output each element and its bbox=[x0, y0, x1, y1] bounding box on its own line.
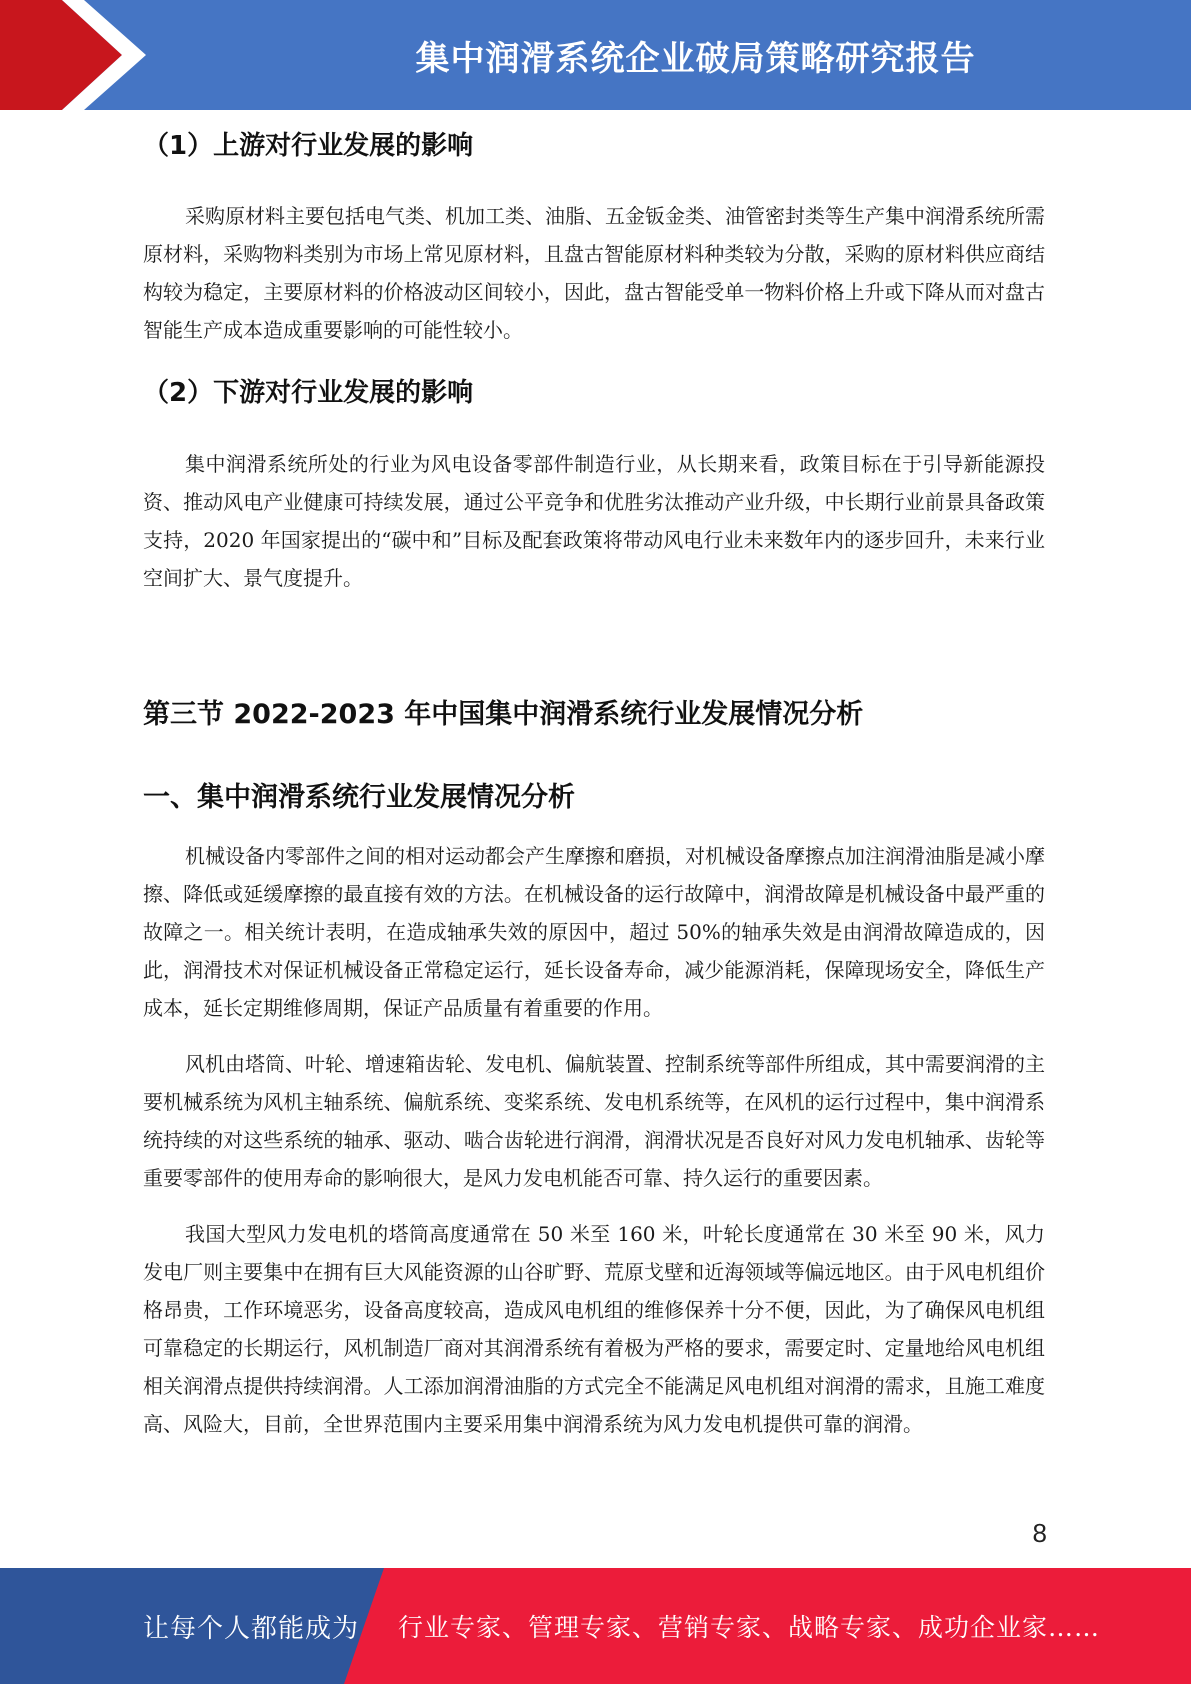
footer-band bbox=[0, 1568, 1191, 1684]
page-content bbox=[143, 110, 1045, 1443]
header-band bbox=[0, 0, 1191, 110]
upstream-heading: （1）上游对行业发展的影响 bbox=[143, 131, 474, 161]
header-arrow-graphic bbox=[0, 0, 160, 110]
body-paragraph: 我国大型风力发电机的塔筒高度通常在 50 米至 160 米，叶轮长度通常在 30 米至 90 米，风力发电厂则主要集中在拥有巨大风能资源的山谷旷野、荒原戈壁和近海领域等偏远地区。由于风电机组价格昂贵，工作环境恶劣，设备高度较高，造成风电机组的维修保养十分不便，因此，为了确保风电机组可靠稳定的长期运行，风机制造厂商对其润滑系统有着极为严格的要求，需要定时、定量地给风电机组相关润滑点提供持续润滑。人工添加润滑油脂的方式完全不能满足风电机组对润滑的需求，且施工难度高、风险大，目前，全世界范围内主要采用集中润滑系统为风力发电机提供可靠的润滑。 bbox=[143, 1221, 1045, 1436]
footer-slogan: 让每个人都能成为 bbox=[143, 1613, 360, 1644]
downstream-heading: （2）下游对行业发展的影响 bbox=[143, 377, 474, 408]
footer-tagline: 行业专家、管理专家、营销专家、战略专家、成功企业家…… bbox=[398, 1613, 1101, 1642]
page-number: 8 bbox=[1032, 1518, 1047, 1548]
body-paragraph: 风机由塔筒、叶轮、增速箱齿轮、发电机、偏航装置、控制系统等部件所组成，其中需要润滑的主要机械系统为风机主轴系统、偏航系统、变桨系统、发电机系统等，在风机的运行过程中，集中润滑系统持续的对这些系统的轴承、驱动、啮合齿轮进行润滑，润滑状况是否良好对风力发电机轴承、齿轮等重要零部件的使用寿命的影响很大，是风力发电机能否可靠、持久运行的重要因素。 bbox=[143, 1051, 1045, 1190]
report-title: 集中润滑系统企业破局策略研究报告 bbox=[415, 38, 976, 79]
downstream-paragraph: 集中润滑系统所处的行业为风电设备零部件制造行业，从长期来看，政策目标在于引导新能源投资、推动风电产业健康可持续发展，通过公平竞争和优胜劣汰推动产业升级，中长期行业前景具备政策支持，2020 年国家提出的“碳中和”目标及配套政策将带动风电行业未来数年内的逐步回升，未来行业空间扩大、景气度提升。 bbox=[143, 451, 1045, 590]
upstream-paragraph: 采购原材料主要包括电气类、机加工类、油脂、五金钣金类、油管密封类等生产集中润滑系统所需原材料，采购物料类别为市场上常见原材料，且盘古智能原材料种类较为分散，采购的原材料供应商结构较为稳定，主要原材料的价格波动区间较小，因此，盘古智能受单一物料价格上升或下降从而对盘古智能生产成本造成重要影响的可能性较小。 bbox=[143, 203, 1045, 342]
section-three-title: 第三节 2022-2023 年中国集中润滑系统行业发展情况分析 bbox=[143, 698, 864, 730]
part-one-title: 一、集中润滑系统行业发展情况分析 bbox=[143, 781, 575, 813]
body-paragraph: 机械设备内零部件之间的相对运动都会产生摩擦和磨损，对机械设备摩擦点加注润滑油脂是减小摩擦、降低或延缓摩擦的最直接有效的方法。在机械设备的运行故障中，润滑故障是机械设备中最严重的故障之一。相关统计表明，在造成轴承失效的原因中，超过 50%的轴承失效是由润滑故障造成的，因此，润滑技术对保证机械设备正常稳定运行，延长设备寿命，减少能源消耗，保障现场安全，降低生产成本，延长定期维修周期，保证产品质量有着重要的作用。 bbox=[143, 843, 1045, 1020]
